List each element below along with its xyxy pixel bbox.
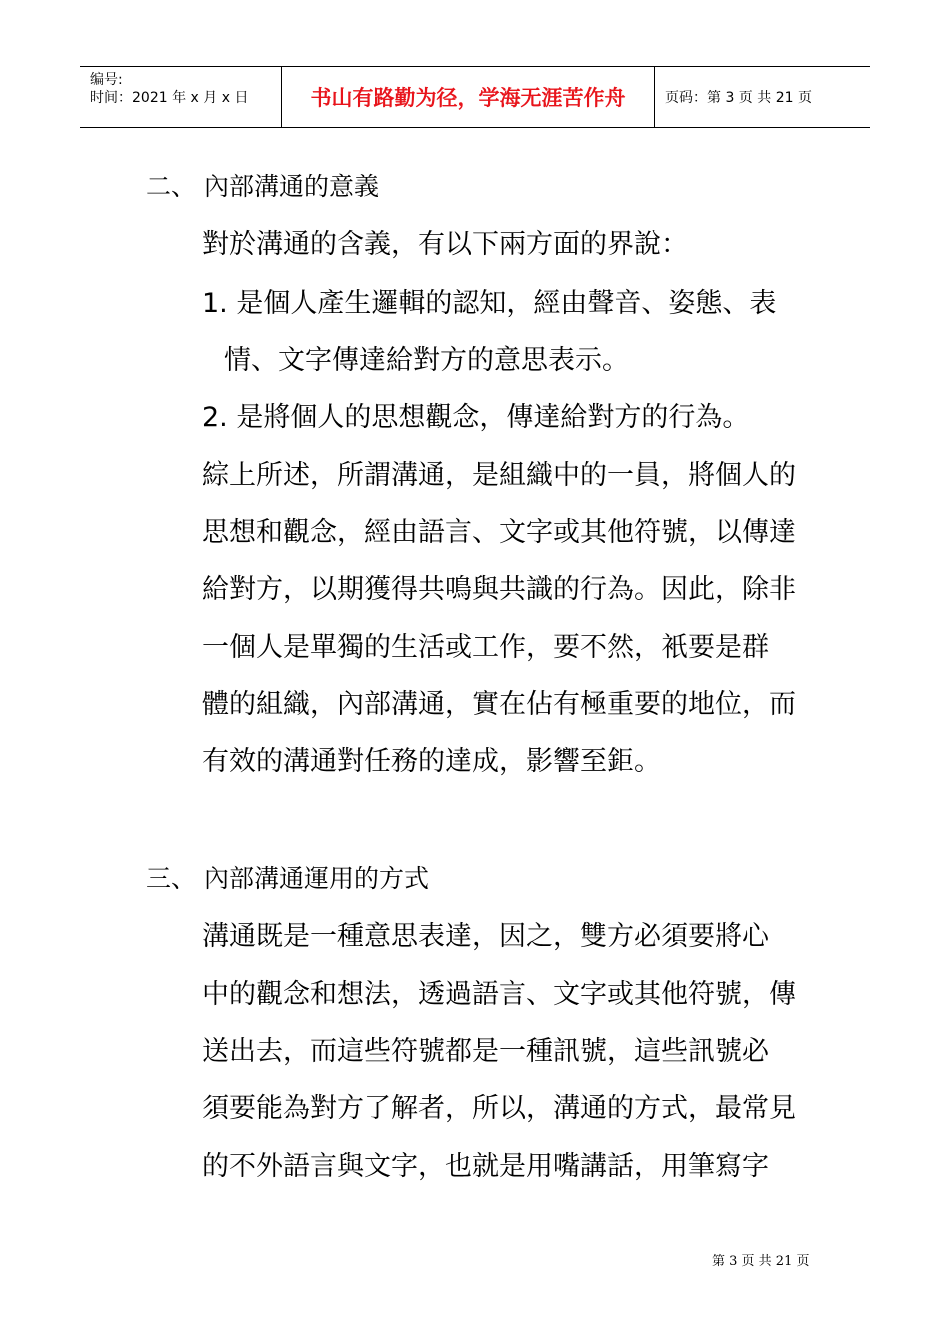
paragraph-line: 1. 是個人產生邏輯的認知，經由聲音、姿態、表 [202,288,777,319]
paragraph-line: 體的組織，內部溝通，實在佔有極重要的地位，而 [202,689,796,720]
paragraph-line: 情、文字傳達給對方的意思表示。 [224,345,629,376]
page-footer: 第 3 页 共 21 页 [712,1254,810,1269]
paragraph-line: 對於溝通的含義，有以下兩方面的界說： [202,229,688,260]
paragraph-line: 一個人是單獨的生活或工作，要不然，衹要是群 [202,632,769,663]
header-page-info: 页码：第 3 页 共 21 页 [665,90,812,106]
section-heading: 二、 內部溝通的意義 [146,172,379,201]
paragraph-line: 2. 是將個人的思想觀念，傳達給對方的行為。 [202,402,750,433]
paragraph-line: 溝通既是一種意思表達，因之，雙方必須要將心 [202,921,769,952]
time-label: 时间：2021 年 x 月 x 日 [90,90,249,106]
paragraph-line: 的不外語言與文字，也就是用嘴講話，用筆寫字 [202,1151,769,1182]
paragraph-line: 給對方，以期獲得共鳴與共識的行為。因此，除非 [202,574,796,605]
header-motto: 书山有路勤为径，学海无涯苦作舟 [282,67,655,127]
header-left-cell [80,67,282,127]
paragraph-line: 有效的溝通對任務的達成，影響至鉅。 [202,746,661,777]
paragraph-line: 須要能為對方了解者，所以，溝通的方式，最常見 [202,1093,796,1124]
document-header [80,66,870,128]
number-label: 编号: [90,72,123,88]
paragraph-line: 送出去，而這些符號都是一種訊號，這些訊號必 [202,1036,769,1067]
paragraph-line: 中的觀念和想法，透過語言、文字或其他符號，傳 [202,979,796,1010]
paragraph-line: 綜上所述，所謂溝通，是組織中的一員，將個人的 [202,460,796,491]
section-heading: 三、 內部溝通運用的方式 [146,864,429,893]
paragraph-line: 思想和觀念，經由語言、文字或其他符號，以傳達 [202,517,796,548]
